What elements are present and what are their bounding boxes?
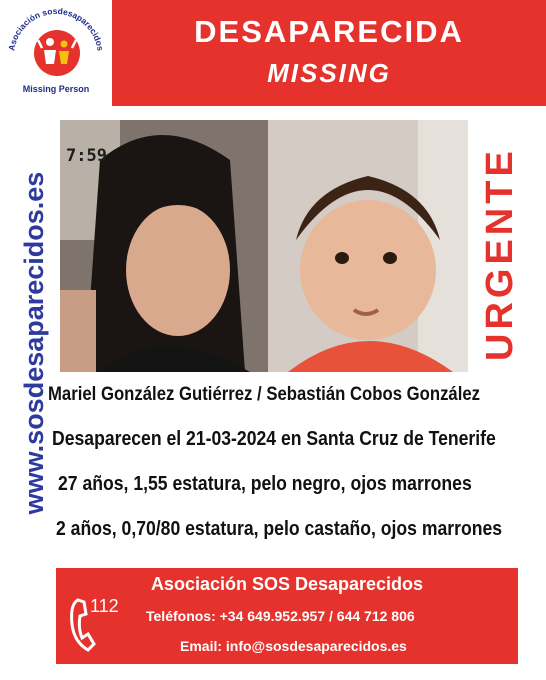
logo-figures-icon [34, 30, 80, 76]
missing-names: Mariel González Gutiérrez / Sebastián Cobos González [48, 384, 481, 405]
logo-arc-text: Asociación sosdesaparecidos [6, 6, 106, 52]
title-spanish: DESAPARECIDA [194, 14, 464, 49]
organization-logo [6, 6, 106, 104]
header-banner [112, 0, 546, 106]
mariel-details: 27 años, 1,55 estatura, pelo negro, ojos marrones [58, 473, 472, 495]
photo-timestamp: 7:59 [66, 146, 107, 166]
title-english: MISSING [267, 58, 391, 88]
urgent-label: URGENTE [479, 147, 521, 361]
footer-organization: Asociación SOS Desaparecidos [150, 574, 424, 594]
child-portrait-icon [268, 120, 468, 372]
logo-caption: Missing Person [22, 84, 90, 94]
emergency-number: 112 [90, 596, 119, 616]
disappearance-date-place: Desaparecen el 21-03-2024 en Santa Cruz de Tenerife [52, 428, 496, 450]
footer-phones: Teléfonos: +34 649.952.957 / 644 712 806 [146, 608, 415, 624]
website-url: www.sosdesaparecidos.es [19, 171, 49, 515]
sebastian-details: 2 años, 0,70/80 estatura, pelo castaño, ojos marrones [56, 518, 503, 540]
photo-sebastian [268, 120, 468, 372]
contact-footer [56, 568, 518, 664]
photo-mariel [60, 120, 268, 372]
footer-email: Email: info@sosdesaparecidos.es [180, 638, 407, 654]
